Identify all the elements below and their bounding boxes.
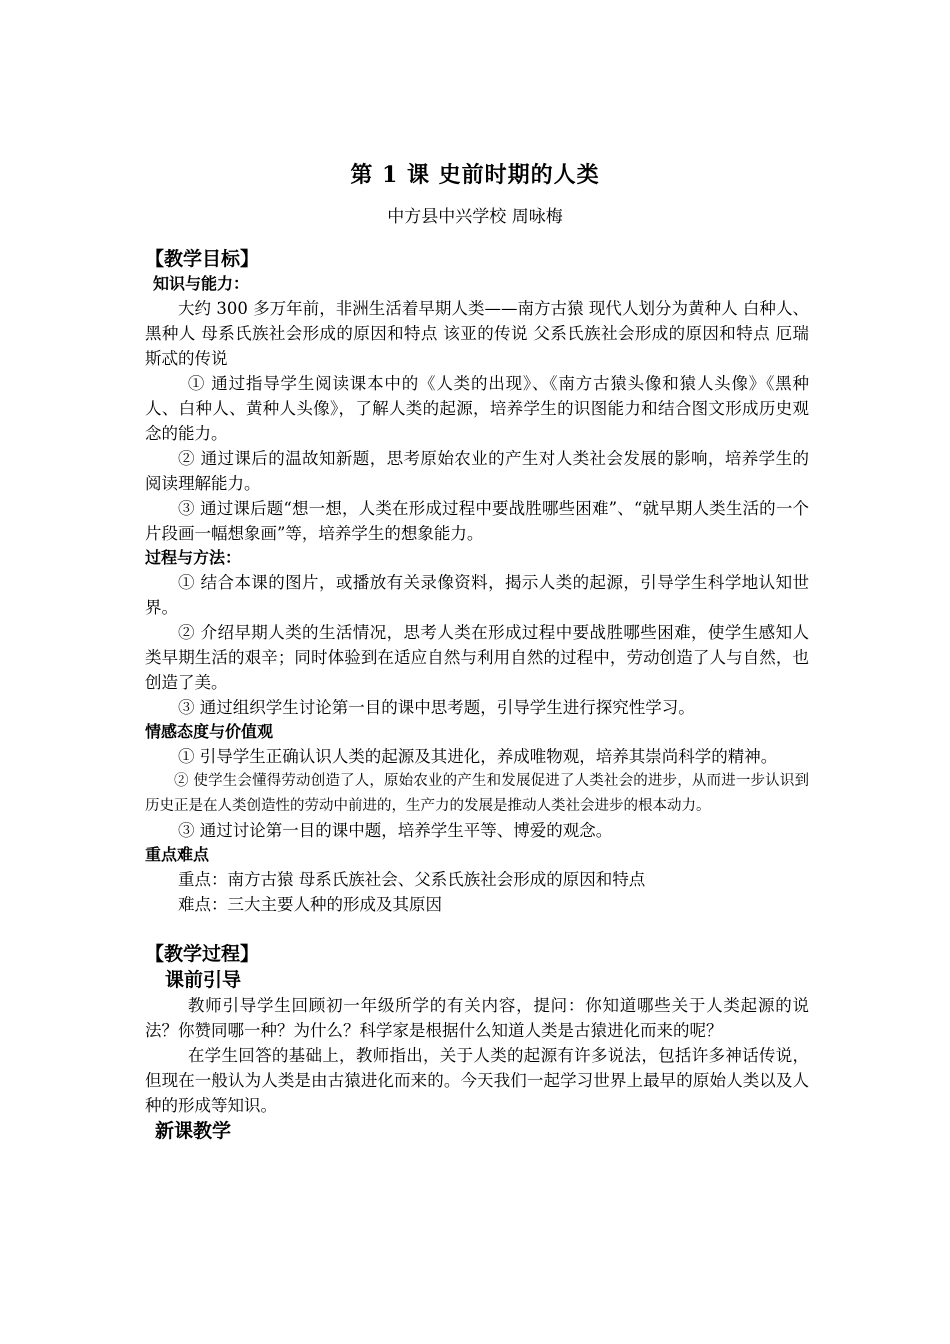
paragraph-process-1: ① 结合本课的图片，或播放有关录像资料，揭示人类的起源，引导学生科学地认知世界。 xyxy=(145,573,809,617)
subheading-knowledge: 知识与能力： xyxy=(153,274,250,293)
paragraph-key-point: 重点：南方古猿 母系氏族社会、父系氏族社会形成的原因和特点 xyxy=(178,870,646,889)
section-heading-goals: 【教学目标】 xyxy=(145,248,260,270)
subheading-new-lesson: 新课教学 xyxy=(155,1120,232,1142)
paragraph-knowledge-2: ② 通过课后的温故知新题，思考原始农业的产生对人类社会发展的影响，培养学生的阅读理解能力。 xyxy=(145,449,809,493)
paragraph-process-2: ② 介绍早期人类的生活情况，思考人类在形成过程中要战胜哪些困难，使学生感知人类早期生活的艰辛；同时体验到在适应自然与利用自然的过程中，劳动创造了人与自然，也创造了美。 xyxy=(145,623,809,692)
paragraph-knowledge-intro: 大约 300 多万年前，非洲生活着早期人类——南方古猿 现代人划分为黄种人 白种人、黑种人 母系氏族社会形成的原因和特点 该亚的传说 父系氏族社会形成的原因和特点 厄瑞斯忒的传说 xyxy=(145,299,809,368)
document-title: 第 1 课 史前时期的人类 xyxy=(350,162,600,188)
subheading-process: 过程与方法： xyxy=(145,548,242,567)
paragraph-process-3: ③ 通过组织学生讨论第一目的课中思考题，引导学生进行探究性学习。 xyxy=(178,698,695,717)
paragraph-pre-class-2: 在学生回答的基础上，教师指出，关于人类的起源有许多说法，包括许多神话传说，但现在一般认为人类是由古猿进化而来的。今天我们一起学习世界上最早的原始人类以及人种的形成等知识。 xyxy=(145,1046,809,1115)
subheading-attitude: 情感态度与价值观 xyxy=(145,722,274,741)
paragraph-attitude-1: ① 引导学生正确认识人类的起源及其进化，养成唯物观，培养其崇尚科学的精神。 xyxy=(178,747,778,766)
document-body xyxy=(145,246,809,1144)
subheading-keypoints: 重点难点 xyxy=(145,845,210,864)
document-author: 中方县中兴学校 周咏梅 xyxy=(387,207,563,227)
paragraph-attitude-3: ③ 通过讨论第一目的课中题，培养学生平等、博爱的观念。 xyxy=(178,821,613,840)
paragraph-pre-class-1: 教师引导学生回顾初一年级所学的有关内容，提问：你知道哪些关于人类起源的说法？你赞同哪一种？为什么？科学家是根据什么知道人类是古猿进化而来的呢？ xyxy=(145,996,809,1040)
section-heading-process: 【教学过程】 xyxy=(145,943,260,965)
paragraph-knowledge-3: ③ 通过课后题“想一想，人类在形成过程中要战胜哪些困难”、“就早期人类生活的一个片段画一幅想象画”等，培养学生的想象能力。 xyxy=(145,499,809,543)
paragraph-attitude-2: ② 使学生会懂得劳动创造了人，原始农业的产生和发展促进了人类社会的进步，从而进一步认识到历史正是在人类创造性的劳动中前进的，生产力的发展是推动人类社会进步的根本动力。 xyxy=(145,773,809,814)
subheading-pre-class: 课前引导 xyxy=(165,969,242,991)
paragraph-knowledge-1: ① 通过指导学生阅读课本中的《人类的出现》、《南方古猿头像和猿人头像》《黑种人、白种人、黄种人头像》，了解人类的起源，培养学生的识图能力和结合图文形成历史观念的能力。 xyxy=(145,374,809,443)
spacer xyxy=(145,917,809,941)
paragraph-difficult-point: 难点：三大主要人种的形成及其原因 xyxy=(178,895,442,914)
